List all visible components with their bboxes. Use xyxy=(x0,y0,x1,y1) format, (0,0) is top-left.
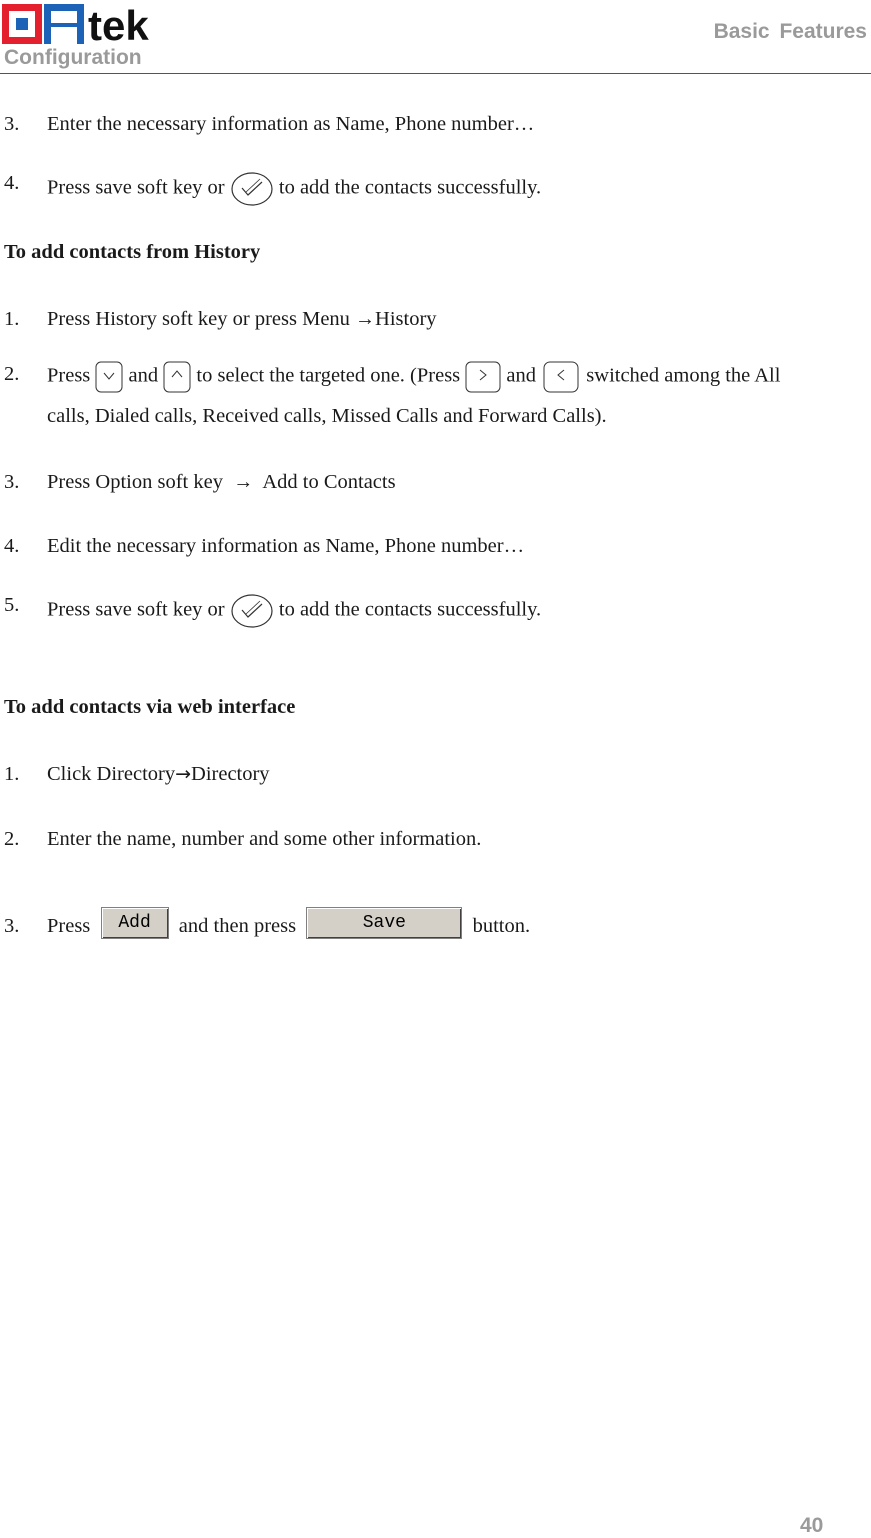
section-label: Configuration xyxy=(4,46,142,69)
left-key-icon xyxy=(541,361,581,393)
page-number: 40 xyxy=(800,1514,824,1537)
save-key-icon xyxy=(230,592,274,630)
arrow-right-icon: → xyxy=(175,763,192,785)
svg-text:tek: tek xyxy=(88,4,149,44)
save-key-icon xyxy=(230,170,274,208)
web-heading: To add contacts via web interface xyxy=(4,696,296,718)
htek-logo xyxy=(2,4,192,44)
history-heading: To add contacts from History xyxy=(4,241,261,263)
save-button: Save xyxy=(306,907,462,939)
arrow-right-icon: → xyxy=(233,471,254,493)
up-key-icon xyxy=(163,361,191,393)
add-button: Add xyxy=(101,907,169,939)
header-divider xyxy=(0,73,871,74)
arrow-right-icon: → xyxy=(355,308,376,330)
down-key-icon xyxy=(95,361,123,393)
right-key-icon xyxy=(465,361,501,393)
chapter-title: Basic Features xyxy=(713,20,867,43)
